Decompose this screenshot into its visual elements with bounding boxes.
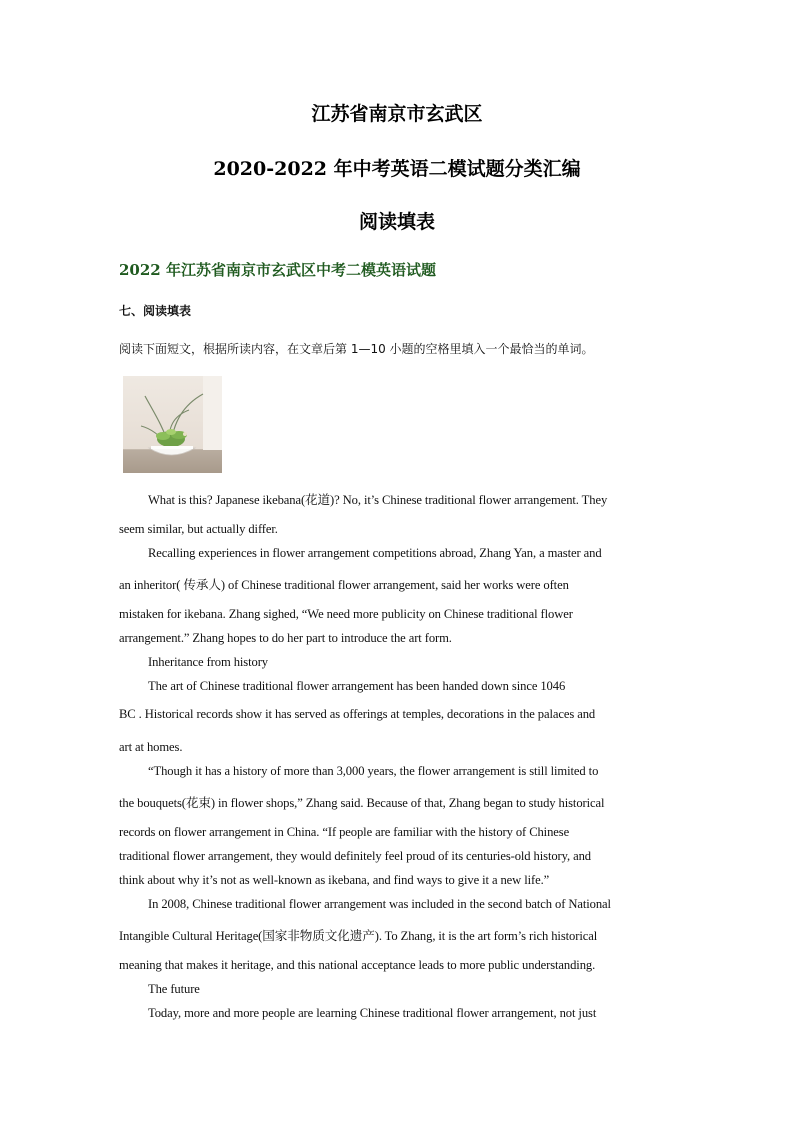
- passage-line: mistaken for ikebana. Zhang sighed, “We need more publicity on Chinese traditional flower: [119, 607, 573, 621]
- passage-line: an inheritor( 传承人) of Chinese traditional flower arrangement, said her works were often: [119, 578, 569, 592]
- passage-line: “Though it has a history of more than 3,000 years, the flower arrangement is still limited to: [148, 764, 599, 778]
- passage-line: The art of Chinese traditional flower arrangement has been handed down since 1046: [148, 679, 566, 693]
- passage-line: meaning that makes it heritage, and this national acceptance leads to more public understanding.: [119, 958, 596, 972]
- passage-line: BC . Historical records show it has served as offerings at temples, decorations in the palaces and: [119, 707, 596, 721]
- passage-subheading: The future: [148, 982, 200, 996]
- passage-line: Today, more and more people are learning Chinese traditional flower arrangement, not just: [148, 1006, 597, 1020]
- passage-line: What is this? Japanese ikebana(花道)? No, it’s Chinese traditional flower arrangement. They: [148, 493, 608, 507]
- document-title-line-1: 江苏省南京市玄武区: [311, 103, 483, 125]
- passage-line: arrangement.” Zhang hopes to do her part to introduce the art form.: [119, 631, 452, 645]
- passage-line: traditional flower arrangement, they would definitely feel proud of its centuries-old history, and: [119, 849, 591, 863]
- passage-line: records on flower arrangement in China. “If people are familiar with the history of Chinese: [119, 825, 570, 839]
- passage-line: In 2008, Chinese traditional flower arrangement was included in the second batch of National: [148, 897, 611, 911]
- exam-title: 2022 年江苏省南京市玄武区中考二模英语试题: [119, 261, 436, 279]
- passage-line: art at homes.: [119, 740, 183, 754]
- passage-line: seem similar, but actually differ.: [119, 522, 278, 536]
- passage-subheading: Inheritance from history: [148, 655, 268, 669]
- document-title-line-3: 阅读填表: [358, 211, 435, 233]
- passage-line: Recalling experiences in flower arrangement competitions abroad, Zhang Yan, a master and: [148, 546, 602, 560]
- instruction-text: 阅读下面短文，根据所读内容，在文章后第 1—10 小题的空格里填入一个最恰当的单词。: [119, 342, 594, 356]
- passage-line: Intangible Cultural Heritage(国家非物质文化遗产). To Zhang, it is the art form’s rich historical: [119, 929, 598, 943]
- section-title: 七、阅读填表: [119, 304, 192, 318]
- document-title-line-2: 2020-2022 年中考英语二模试题分类汇编: [213, 158, 581, 180]
- passage-line: think about why it’s not as well-known as ikebana, and find ways to give it a new life.”: [119, 873, 550, 887]
- flower-arrangement-image: [123, 376, 222, 473]
- passage-line: the bouquets(花束) in flower shops,” Zhang said. Because of that, Zhang began to study historical: [119, 796, 605, 810]
